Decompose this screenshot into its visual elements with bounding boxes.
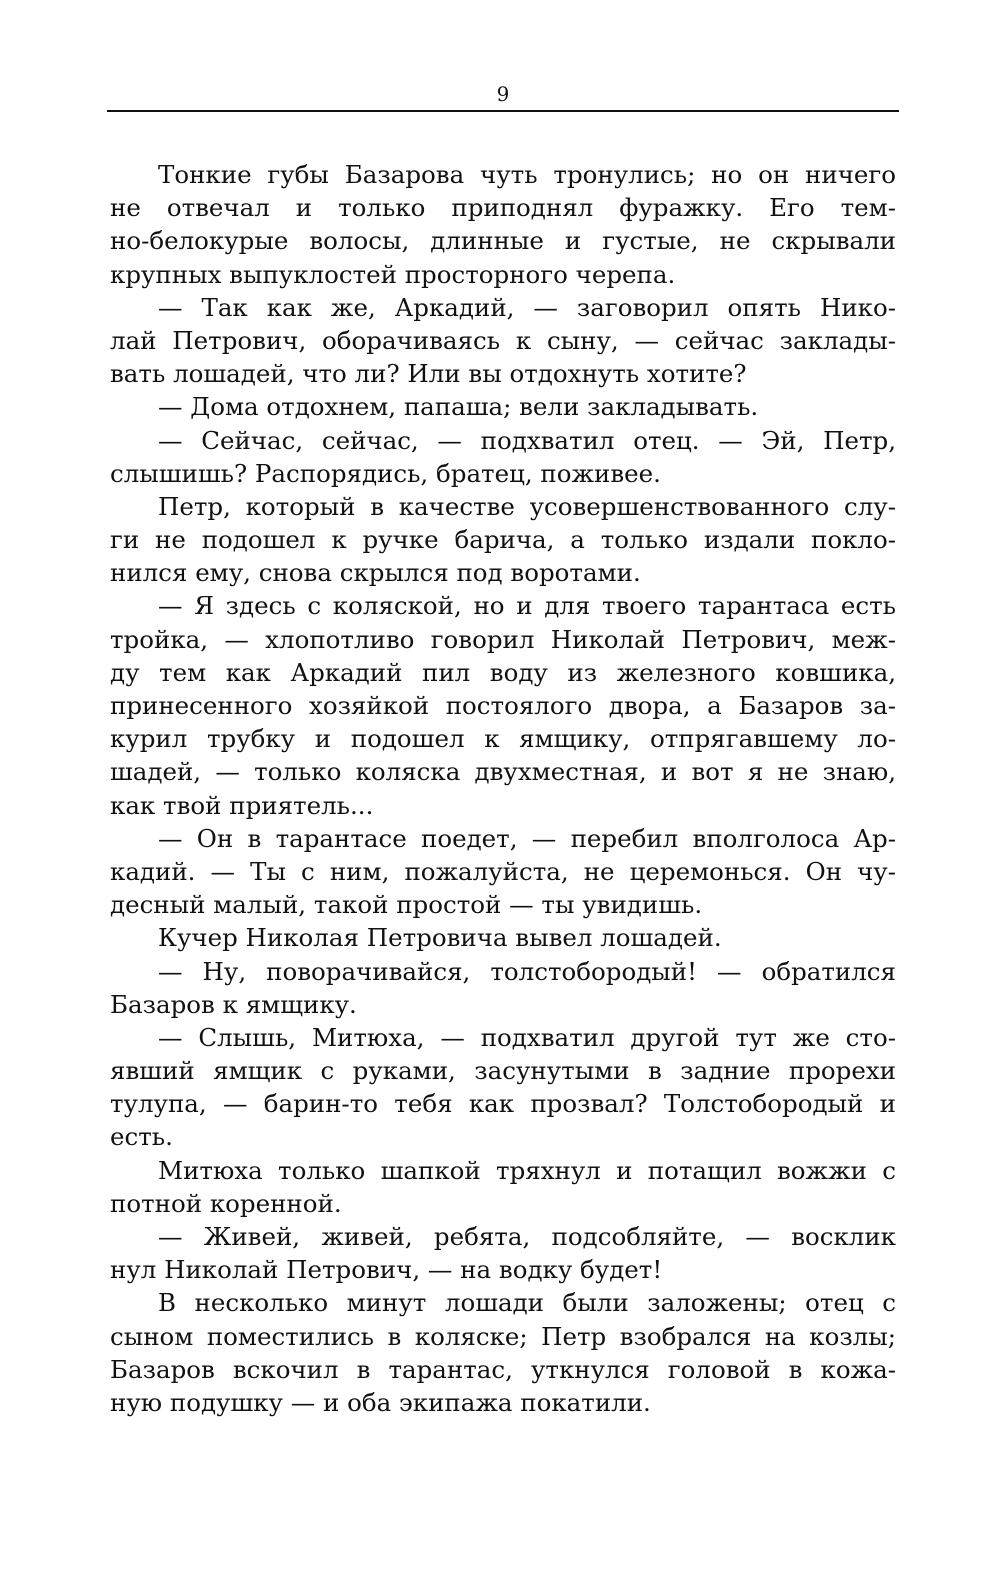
text-line: — Слышь, Митюха, — подхватил другой тут же сто-: [158, 1022, 896, 1052]
paragraph: [110, 1021, 896, 1154]
text-line: — Дома отдохнем, папаша; вели закладывать.: [158, 392, 759, 422]
text-line: нул Николай Петрович, — на водку будет!: [110, 1255, 663, 1285]
text-line: вать лошадей, что ли? Или вы отдохнуть хотите?: [110, 359, 747, 389]
paragraph: [110, 955, 896, 1021]
paragraph: [110, 390, 896, 423]
text-line: крупных выпуклостей просторного черепа.: [110, 259, 676, 289]
text-body: [110, 158, 896, 1419]
text-line: принесенного хозяйкой постоялого двора, а Базаров за-: [110, 691, 896, 720]
text-line: лай Петрович, оборачиваясь к сыну, — сейчас заклады-: [110, 325, 896, 355]
page-header: [107, 80, 899, 112]
paragraph: [110, 424, 896, 490]
text-line: но-белокурые волосы, длинные и густые, не скрывали: [110, 226, 896, 256]
page-number: 9: [496, 82, 510, 106]
text-line: Кучер Николая Петровича вывел лошадей.: [158, 923, 722, 953]
text-line: ги не подошел к ручке барича, а только издали покло-: [110, 525, 896, 555]
text-line: тройка, — хлопотливо говорил Николай Петрович, меж-: [110, 624, 896, 654]
text-line: тулупа, — барин-то тебя как прозвал? Толстобородый и: [110, 1089, 896, 1119]
text-line: — Ну, поворачивайся, толстобородый! — обратился: [158, 956, 896, 986]
text-line: Базаров вскочил в тарантас, уткнулся головой в кожа-: [110, 1354, 896, 1384]
text-line: как твой приятель...: [110, 790, 374, 820]
text-line: Митюха только шапкой тряхнул и потащил вожжи с: [158, 1155, 896, 1185]
text-line: нился ему, снова скрылся под воротами.: [110, 558, 641, 588]
text-line: явший ямщик с руками, засунутыми в задние прорехи: [110, 1056, 896, 1086]
text-line: шадей, — только коляска двухместная, и вот я не знаю,: [110, 757, 896, 787]
paragraph: [110, 1286, 896, 1419]
text-line: сыном поместились в коляске; Петр взобрался на козлы;: [110, 1321, 896, 1351]
text-line: ду тем как Аркадий пил воду из железного ковшика,: [110, 657, 896, 687]
paragraph: [110, 1220, 896, 1286]
text-line: кадий. — Ты с ним, пожалуйста, не церемонься. Он чу-: [110, 856, 896, 886]
text-line: ную подушку — и оба экипажа покатили.: [110, 1387, 651, 1417]
text-line: — Я здесь с коляской, но и для твоего тарантаса есть: [158, 591, 896, 621]
paragraph: [110, 291, 896, 391]
paragraph: [110, 490, 896, 590]
paragraph: [110, 158, 896, 291]
text-line: десный малый, такой простой — ты увидишь.: [110, 890, 703, 920]
text-line: есть.: [110, 1122, 173, 1152]
paragraph: [110, 822, 896, 922]
text-line: В несколько минут лошади были заложены; отец с: [158, 1288, 896, 1318]
paragraph: [110, 1154, 896, 1220]
paragraph: [110, 921, 896, 954]
text-line: — Живей, живей, ребята, подсобляйте, — восклик: [158, 1222, 896, 1251]
text-line: не отвечал и только приподнял фуражку. Его тем-: [110, 193, 896, 223]
text-line: Базаров к ямщику.: [110, 989, 357, 1019]
text-line: — Так как же, Аркадий, — заговорил опять Нико-: [158, 292, 896, 322]
paragraph: [110, 589, 896, 821]
text-line: — Он в тарантасе поедет, — перебил вполголоса Ар-: [158, 823, 896, 853]
text-line: — Сейчас, сейчас, — подхватил отец. — Эй, Петр,: [158, 425, 896, 455]
text-line: курил трубку и подошел к ямщику, отпрягавшему ло-: [110, 724, 896, 754]
text-line: Тонкие губы Базарова чуть тронулись; но он ничего: [158, 160, 896, 189]
text-line: потной коренной.: [110, 1188, 342, 1218]
text-line: слышишь? Распорядись, братец, поживее.: [110, 458, 661, 488]
text-line: Петр, который в качестве усовершенствованного слу-: [158, 491, 896, 521]
